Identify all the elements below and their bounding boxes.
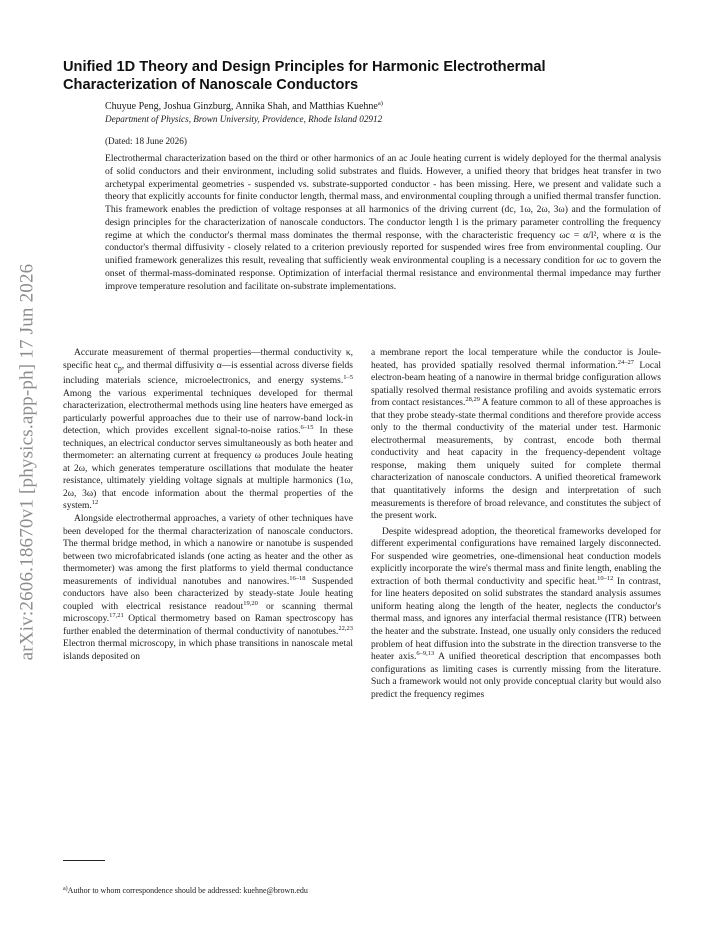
paper-title: Unified 1D Theory and Design Principles for Harmonic Electrothermal Characterization of Nanoscale Conductors [63, 59, 546, 93]
footnote-text: Author to whom correspondence should be addressed: kuehne@brown.edu [67, 886, 308, 895]
footnote [63, 884, 353, 896]
arxiv-identifier-stamp [2, 222, 52, 702]
body-column-left [63, 347, 353, 664]
paragraph: a membrane report the local temperature while the conductor is Joule-heated, has provided spatially resolved thermal information.$^{24-27}$ Local electron-beam heating of a nanowire in thermal bridge configuration allows spatially resolved thermal resistance profiling and avoids systematic errors from contact resistances.$^{28,29}$ A feature common to all of these approaches is that they probe steady-state thermal conditions and therefore provide access only to the thermal conductivity of the material under test. Harmonic electrothermal measurements, by contrast, encode both thermal conductivity and heat capacity in the frequency-dependent voltage response, making them uniquely suited for complete thermal characterization of nanoscale conductors. A unified theoretical framework that quantitatively informs the design and interpretation of such measurements is therefore of broad relevance, and constitutes the subject of the present work. [371, 348, 661, 522]
body-column-right [371, 347, 661, 701]
author-names: Chuyue Peng, Joshua Ginzburg, Annika Shah, and Matthias Kuehne [105, 101, 378, 112]
footnote-mark: a) [63, 886, 68, 892]
paragraph: Alongside electrothermal approaches, a variety of other techniques have been developed for the thermal characterization of nanoscale conductors. The thermal bridge method, in which a nanowire or nanotube is suspended between two microfabricated islands (one acting as heater and the other as thermometer) was among the first platforms to yield thermal conductance measurements of individual nanotubes and nanowires.$^{16-18}$ Suspended conductors have also been characterized by steady-state Joule heating coupled with electrical resistance readout$^{19,20}$ or scanning thermal microscopy.$^{17,21}$ Optical thermometry based on Raman spectroscopy has further enabled the determination of thermal conductivity of nanotubes.$^{22,23}$ Electron thermal microscopy, in which phase transitions in nanoscale metal islands deposited on [63, 514, 353, 663]
affiliation: Department of Physics, Brown University, Providence, Rhode Island 02912 [105, 114, 383, 124]
author-footnote-mark: a) [377, 100, 383, 107]
paragraph: Accurate measurement of thermal properties—thermal conductivity κ, specific heat $c_p$, and thermal diffusivity α—is essential across diverse fields including materials science, microelectronics, and energy systems.$^{1-5}$ Among the various experimental techniques developed for thermal characterization, electrothermal methods using line heaters have emerged as particularly powerful approaches due to their use of narrow-band lock-in detection, which provides excellent signal-to-noise ratios.$^{6-15}$ In these techniques, an electrical conductor serves simultaneously as both heater and thermometer: an alternating current at frequency ω produces Joule heating at 2ω, which generates temperature oscillations that modulate the heater resistance, ultimately yielding voltage signals at multiple harmonics (1ω, 2ω, 3ω) that encode information about the thermal properties of the system.$^{12}$ [63, 348, 354, 512]
paragraph: Despite widespread adoption, the theoretical frameworks developed for different experimental configurations have remained largely disconnected. For suspended wire geometries, one-dimensional heat conduction models explicitly incorporate the wire's thermal mass and finite length, enabling the extraction of both thermal conductivity and specific heat.$^{10-12}$ In contrast, for line heaters deposited on solid substrates the standard analysis assumes uniform heating along the length of the heater, neglects the conductor's thermal mass, and ignores any interfacial thermal resistance (ITR) between the heater and the substrate. Instead, one usually only considers the reduced problem of heat diffusion into the substrate in the direction transverse to the heater axis.$^{6-9,13}$ A unified theoretical description that encompasses both configurations as limiting cases is currently missing from the literature. Such a framework would not only provide conceptual clarity but would also predict the frequency regimes [371, 526, 661, 700]
footnote-divider [63, 860, 105, 861]
abstract: Electrothermal characterization based on the third or other harmonics of an ac Joule heating current is widely deployed for the thermal analysis of solid conductors and their environment, including solid substrates and fluids. However, a unified theory that bridges heat transfer in two archetypal experimental geometries - suspended vs. substrate-supported conductor - has been missing. Here, we present and validate such a theory that explicitly accounts for finite conductor length, thermal mass, and environmental coupling through a unified thermal transfer function. This framework enables the prediction of voltage responses at all harmonics of the driving current (dc, 1ω, 2ω, 3ω) and the formulation of design principles for the characterization of nanoscale conductors. The conductor length l is the primary parameter controlling the frequency regime at which the conductor's thermal mass dominates the thermal response, with the characteristic frequency ωc = α/l², where α is the conductor's thermal diffusivity - closely related to a criterion previously reported for suspended wires free from environmental coupling. Our unified framework generalizes this result, revealing that sufficiently weak environmental coupling is a necessary condition for ωc to govern the onset of thermal-mass-dominated response. Optimization of interfacial thermal resistance and environmental thermal impedance may further improve temperature resolution and facilitate on-substrate implementations. [105, 153, 662, 292]
author-list [105, 101, 383, 113]
date-line: (Dated: 18 June 2026) [105, 136, 187, 146]
arxiv-identifier-text: arXiv:2606.18670v1 [physics.app-ph] 17 Jun 2026 [16, 263, 37, 661]
